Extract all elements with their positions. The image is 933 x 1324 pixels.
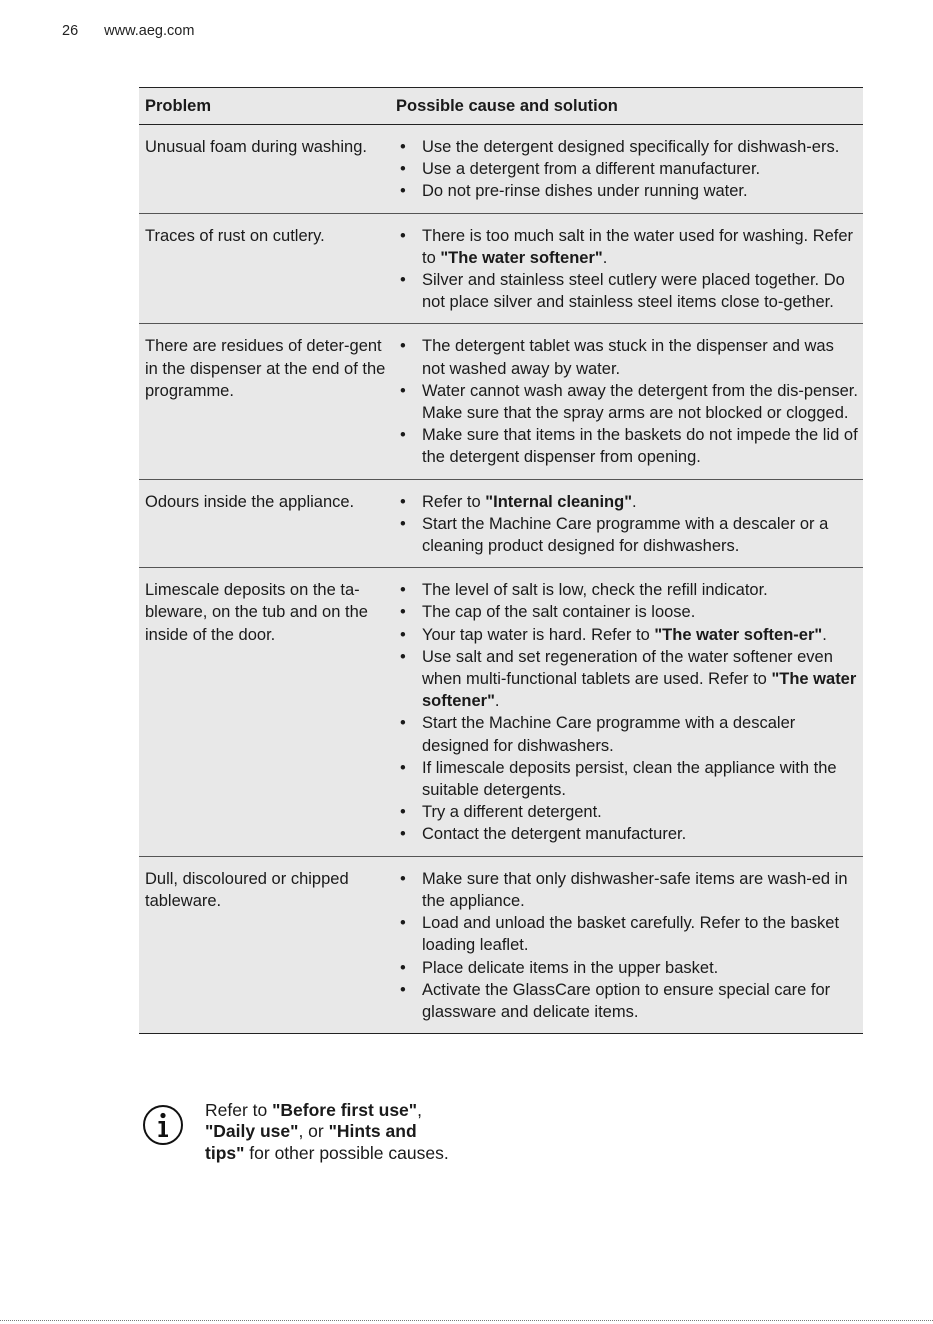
bullet-icon: • xyxy=(400,337,406,356)
bullet-icon: • xyxy=(400,138,406,156)
solution-list xyxy=(392,579,859,845)
solution-item: • Activate the GlassCare option to ensure special care for glassware and delicate items. xyxy=(400,980,831,1021)
website-link[interactable]: www.aeg.com xyxy=(104,23,195,39)
bullet-icon: • xyxy=(400,492,406,511)
problem-cell: Unusual foam during washing. xyxy=(139,125,392,214)
bullet-icon: • xyxy=(400,625,406,644)
bullet-icon: • xyxy=(400,160,406,179)
solution-item: • Water cannot wash away the detergent from the dis-penser. Make sure that the spray arms are not blocked or clogged. xyxy=(400,381,858,423)
table-row xyxy=(139,125,863,214)
solution-list xyxy=(392,136,859,203)
bullet-icon: • xyxy=(400,182,406,201)
problem-cell: Dull, discoloured or chipped tableware. xyxy=(139,856,392,1033)
problem-cell: Odours inside the appliance. xyxy=(139,479,392,568)
solution-item: • Use the detergent designed specifically for dishwash-ers. xyxy=(392,136,859,158)
bold-reference: "Daily use" xyxy=(205,1121,299,1142)
solution-item: • Try a different detergent. xyxy=(392,801,859,823)
solution-item: • Make sure that items in the baskets do not impede the lid of the detergent dispenser from opening. xyxy=(400,426,858,467)
solution-list xyxy=(392,335,859,468)
solution-list xyxy=(392,491,859,558)
bullet-icon: • xyxy=(400,514,406,533)
solution-item: • The detergent tablet was stuck in the dispenser and was not washed away by water. xyxy=(400,337,834,378)
page-header xyxy=(62,23,194,39)
solution-item: • Use a detergent from a different manufacturer. xyxy=(392,158,859,180)
bold-reference: "Hints and tips" xyxy=(205,1121,417,1163)
bullet-icon: • xyxy=(400,758,406,777)
table-row xyxy=(139,568,863,856)
solution-cell xyxy=(392,324,863,479)
table-row xyxy=(139,856,863,1033)
solution-item: • Start the Machine Care programme with a descaler or a cleaning product designed for dishwashers. xyxy=(400,514,829,556)
solution-item: • Place delicate items in the upper basket. xyxy=(392,957,859,979)
info-note xyxy=(139,1100,459,1164)
solution-item: • Do not pre-rinse dishes under running water. xyxy=(392,180,859,202)
solution-item: • Load and unload the basket carefully. Refer to the basket loading leaflet. xyxy=(400,914,840,955)
problem-cell: Traces of rust on cutlery. xyxy=(139,213,392,324)
solution-item: • Make sure that only dishwasher-safe items are wash-ed in the appliance. xyxy=(400,869,848,910)
bold-reference: "The water soften-er" xyxy=(654,625,823,644)
note-text: Refer to "Before first use", "Daily use", or "Hints and tips" for other possible causes. xyxy=(205,1100,449,1163)
bullet-icon: • xyxy=(400,226,406,245)
info-icon xyxy=(142,1104,184,1146)
bullet-icon: • xyxy=(400,958,406,977)
solution-cell xyxy=(392,125,863,214)
bold-reference: "The water softener" xyxy=(440,248,603,267)
solution-item: • Contact the detergent manufacturer. xyxy=(392,823,859,845)
page-number: 26 xyxy=(62,23,79,39)
solution-cell xyxy=(392,479,863,568)
bullet-icon: • xyxy=(400,803,406,822)
page-bottom-rule xyxy=(0,1320,933,1322)
bullet-icon: • xyxy=(400,647,406,666)
solution-item: • There is too much salt in the water used for washing. Refer to "The water softener". xyxy=(400,226,854,267)
bullet-icon: • xyxy=(400,426,406,445)
bullet-icon: • xyxy=(400,581,406,600)
table-row xyxy=(139,324,863,479)
bullet-icon: • xyxy=(400,980,406,999)
column-header-problem: Problem xyxy=(139,88,392,125)
solution-item: • Your tap water is hard. Refer to "The water soften-er". xyxy=(392,624,859,646)
solution-cell xyxy=(392,856,863,1033)
bullet-icon: • xyxy=(400,714,406,733)
column-header-solution: Possible cause and solution xyxy=(392,88,863,125)
solution-item: • If limescale deposits persist, clean the appliance with the suitable detergents. xyxy=(400,758,837,800)
table-header-row xyxy=(139,88,863,125)
bold-reference: "The water softener" xyxy=(422,670,857,711)
bullet-icon: • xyxy=(400,869,406,888)
bold-reference: "Before first use" xyxy=(272,1100,418,1120)
solution-item: • The level of salt is low, check the refill indicator. xyxy=(392,579,859,601)
bullet-icon: • xyxy=(400,914,406,933)
table-row xyxy=(139,213,863,324)
bullet-icon: • xyxy=(400,271,406,290)
solution-list xyxy=(392,868,859,1023)
problem-cell: There are residues of deter-gent in the dispenser at the end of the programme. xyxy=(139,324,392,479)
solution-cell xyxy=(392,568,863,856)
problem-cell: Limescale deposits on the ta-bleware, on the tub and on the inside of the door. xyxy=(139,568,392,856)
solution-item: • Use salt and set regeneration of the water softener even when multi-functional tablets are used. Refer to "The water softener". xyxy=(400,647,857,711)
troubleshooting-table xyxy=(139,87,863,1034)
bullet-icon: • xyxy=(400,381,406,400)
bullet-icon: • xyxy=(400,825,406,844)
table-row xyxy=(139,479,863,568)
table-body xyxy=(139,125,863,1034)
solution-item: • Silver and stainless steel cutlery were placed together. Do not place silver and stainless steel items close to-gether. xyxy=(400,271,845,312)
solution-cell xyxy=(392,213,863,324)
bold-reference: "Internal cleaning" xyxy=(485,492,633,511)
solution-item: • Start the Machine Care programme with a descaler designed for dishwashers. xyxy=(400,714,796,755)
solution-list xyxy=(392,225,859,314)
bullet-icon: • xyxy=(400,603,406,622)
solution-item: • The cap of the salt container is loose. xyxy=(392,601,859,623)
solution-item: • Refer to "Internal cleaning". xyxy=(392,491,859,513)
